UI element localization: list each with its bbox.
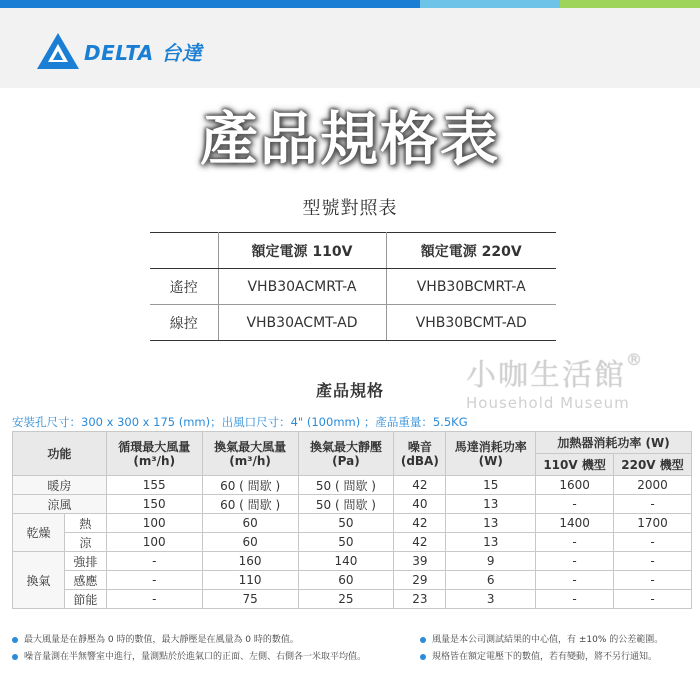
- cell: 9: [446, 552, 536, 571]
- delta-logo[interactable]: [36, 32, 202, 70]
- cell: 150: [106, 495, 202, 514]
- table-row: [150, 269, 556, 305]
- function-sub: 涼: [64, 533, 106, 552]
- model-header-220v: 額定電源 220V: [386, 233, 556, 269]
- spec-info: 安裝孔尺寸：300 x 300 x 175 (mm)；出風口尺寸：4" (100mm) ；產品重量：5.5KG: [12, 415, 468, 429]
- cell: 50: [298, 533, 394, 552]
- page-title: 產品規格表: [199, 105, 500, 173]
- cell: 60: [298, 571, 394, 590]
- function-sub: 強排: [64, 552, 106, 571]
- cell: 25: [298, 590, 394, 609]
- table-row: [13, 533, 692, 552]
- cell: 42: [394, 533, 446, 552]
- cell: 1600: [536, 476, 614, 495]
- cell: 60 ( 間歇 ): [202, 476, 298, 495]
- bullet-icon: [12, 654, 18, 660]
- header-motor-power: 馬達消耗功率 (W): [446, 432, 536, 476]
- cell: 42: [394, 476, 446, 495]
- model-header-110v: 額定電源 110V: [218, 233, 386, 269]
- cell: 40: [394, 495, 446, 514]
- note-item: 規格皆在額定電壓下的數值，若有變動，將不另行通知。: [420, 649, 663, 666]
- cell: 160: [202, 552, 298, 571]
- cell: -: [614, 533, 692, 552]
- table-row: [13, 552, 692, 571]
- cell: 13: [446, 495, 536, 514]
- cell: 50: [298, 514, 394, 533]
- delta-triangle-icon: [36, 32, 80, 70]
- cell: 23: [394, 590, 446, 609]
- cell: 3: [446, 590, 536, 609]
- function-sub: 感應: [64, 571, 106, 590]
- cell: -: [106, 590, 202, 609]
- header-heater-110v: 110V 機型: [536, 454, 614, 476]
- header-heater-power: 加熱器消耗功率 (W): [536, 432, 692, 454]
- cell: 75: [202, 590, 298, 609]
- cell: 110: [202, 571, 298, 590]
- header-static-pressure: 換氣最大靜壓 (Pa): [298, 432, 394, 476]
- band-segment-light-blue: [420, 0, 560, 8]
- function-sub: 節能: [64, 590, 106, 609]
- cell: 140: [298, 552, 394, 571]
- cell: 60: [202, 533, 298, 552]
- header-circulation-airflow: 循環最大風量 (m³/h): [106, 432, 202, 476]
- cell: 15: [446, 476, 536, 495]
- model-number-110v: VHB30ACMRT-A: [218, 269, 386, 305]
- table-row: [150, 305, 556, 341]
- cell: 1700: [614, 514, 692, 533]
- cell: -: [614, 590, 692, 609]
- cell: -: [536, 552, 614, 571]
- table-row: [13, 590, 692, 609]
- bullet-icon: [420, 637, 426, 643]
- cell: -: [106, 552, 202, 571]
- header-heater-220v: 220V 機型: [614, 454, 692, 476]
- header: [0, 8, 700, 88]
- cell: -: [106, 571, 202, 590]
- note-item: 最大風量是在靜壓為 0 時的數值，最大靜壓是在風量為 0 時的數值。: [12, 632, 366, 649]
- model-table: [150, 232, 556, 341]
- header-function: 功能: [13, 432, 107, 476]
- cell: -: [536, 495, 614, 514]
- cell: 29: [394, 571, 446, 590]
- function-group: 乾燥: [13, 514, 65, 552]
- function-group: 換氣: [13, 552, 65, 609]
- function-label: 涼風: [13, 495, 107, 514]
- table-row: [13, 495, 692, 514]
- model-table-header-row: [150, 233, 556, 269]
- cell: 39: [394, 552, 446, 571]
- spec-table: [12, 431, 692, 609]
- header-exhaust-airflow: 換氣最大風量 (m³/h): [202, 432, 298, 476]
- table-row: [13, 571, 692, 590]
- table-row: [13, 476, 692, 495]
- table-row: [13, 514, 692, 533]
- cell: 1400: [536, 514, 614, 533]
- cell: 50 ( 間歇 ): [298, 495, 394, 514]
- model-row-label: 線控: [150, 305, 218, 341]
- cell: -: [614, 495, 692, 514]
- cell: -: [536, 533, 614, 552]
- model-number-220v: VHB30BCMT-AD: [386, 305, 556, 341]
- model-row-label: 遙控: [150, 269, 218, 305]
- note-item: 風量是本公司測試結果的中心值，有 ±10% 的公差範圍。: [420, 632, 663, 649]
- cell: 50 ( 間歇 ): [298, 476, 394, 495]
- cell: -: [536, 571, 614, 590]
- model-number-220v: VHB30BCMRT-A: [386, 269, 556, 305]
- bullet-icon: [12, 637, 18, 643]
- watermark-en: Household Museum: [466, 394, 630, 412]
- brand-name: DELTA 台達: [84, 40, 203, 65]
- bullet-icon: [420, 654, 426, 660]
- note-item: 噪音量測在半無響室中進行，量測點於於進氣口的正面、左側、右側各一米取平均值。: [12, 649, 366, 666]
- cell: 100: [106, 514, 202, 533]
- cell: 6: [446, 571, 536, 590]
- model-table-title: 型號對照表: [302, 198, 398, 219]
- cell: 60: [202, 514, 298, 533]
- cell: -: [536, 590, 614, 609]
- function-sub: 熱: [64, 514, 106, 533]
- band-segment-blue: [0, 0, 420, 8]
- notes-right: [420, 632, 663, 666]
- cell: 13: [446, 533, 536, 552]
- function-label: 暖房: [13, 476, 107, 495]
- watermark-cn: 小咖生活館®: [466, 350, 644, 393]
- model-header-empty: [150, 233, 218, 269]
- cell: 2000: [614, 476, 692, 495]
- header-noise: 噪音 (dBA): [394, 432, 446, 476]
- model-number-110v: VHB30ACMT-AD: [218, 305, 386, 341]
- cell: -: [614, 552, 692, 571]
- band-segment-green: [560, 0, 700, 8]
- cell: 100: [106, 533, 202, 552]
- notes-left: [12, 632, 366, 666]
- cell: -: [614, 571, 692, 590]
- top-color-band: [0, 0, 700, 8]
- cell: 155: [106, 476, 202, 495]
- cell: 13: [446, 514, 536, 533]
- cell: 42: [394, 514, 446, 533]
- spec-title: 產品規格: [315, 381, 384, 400]
- cell: 60 ( 間歇 ): [202, 495, 298, 514]
